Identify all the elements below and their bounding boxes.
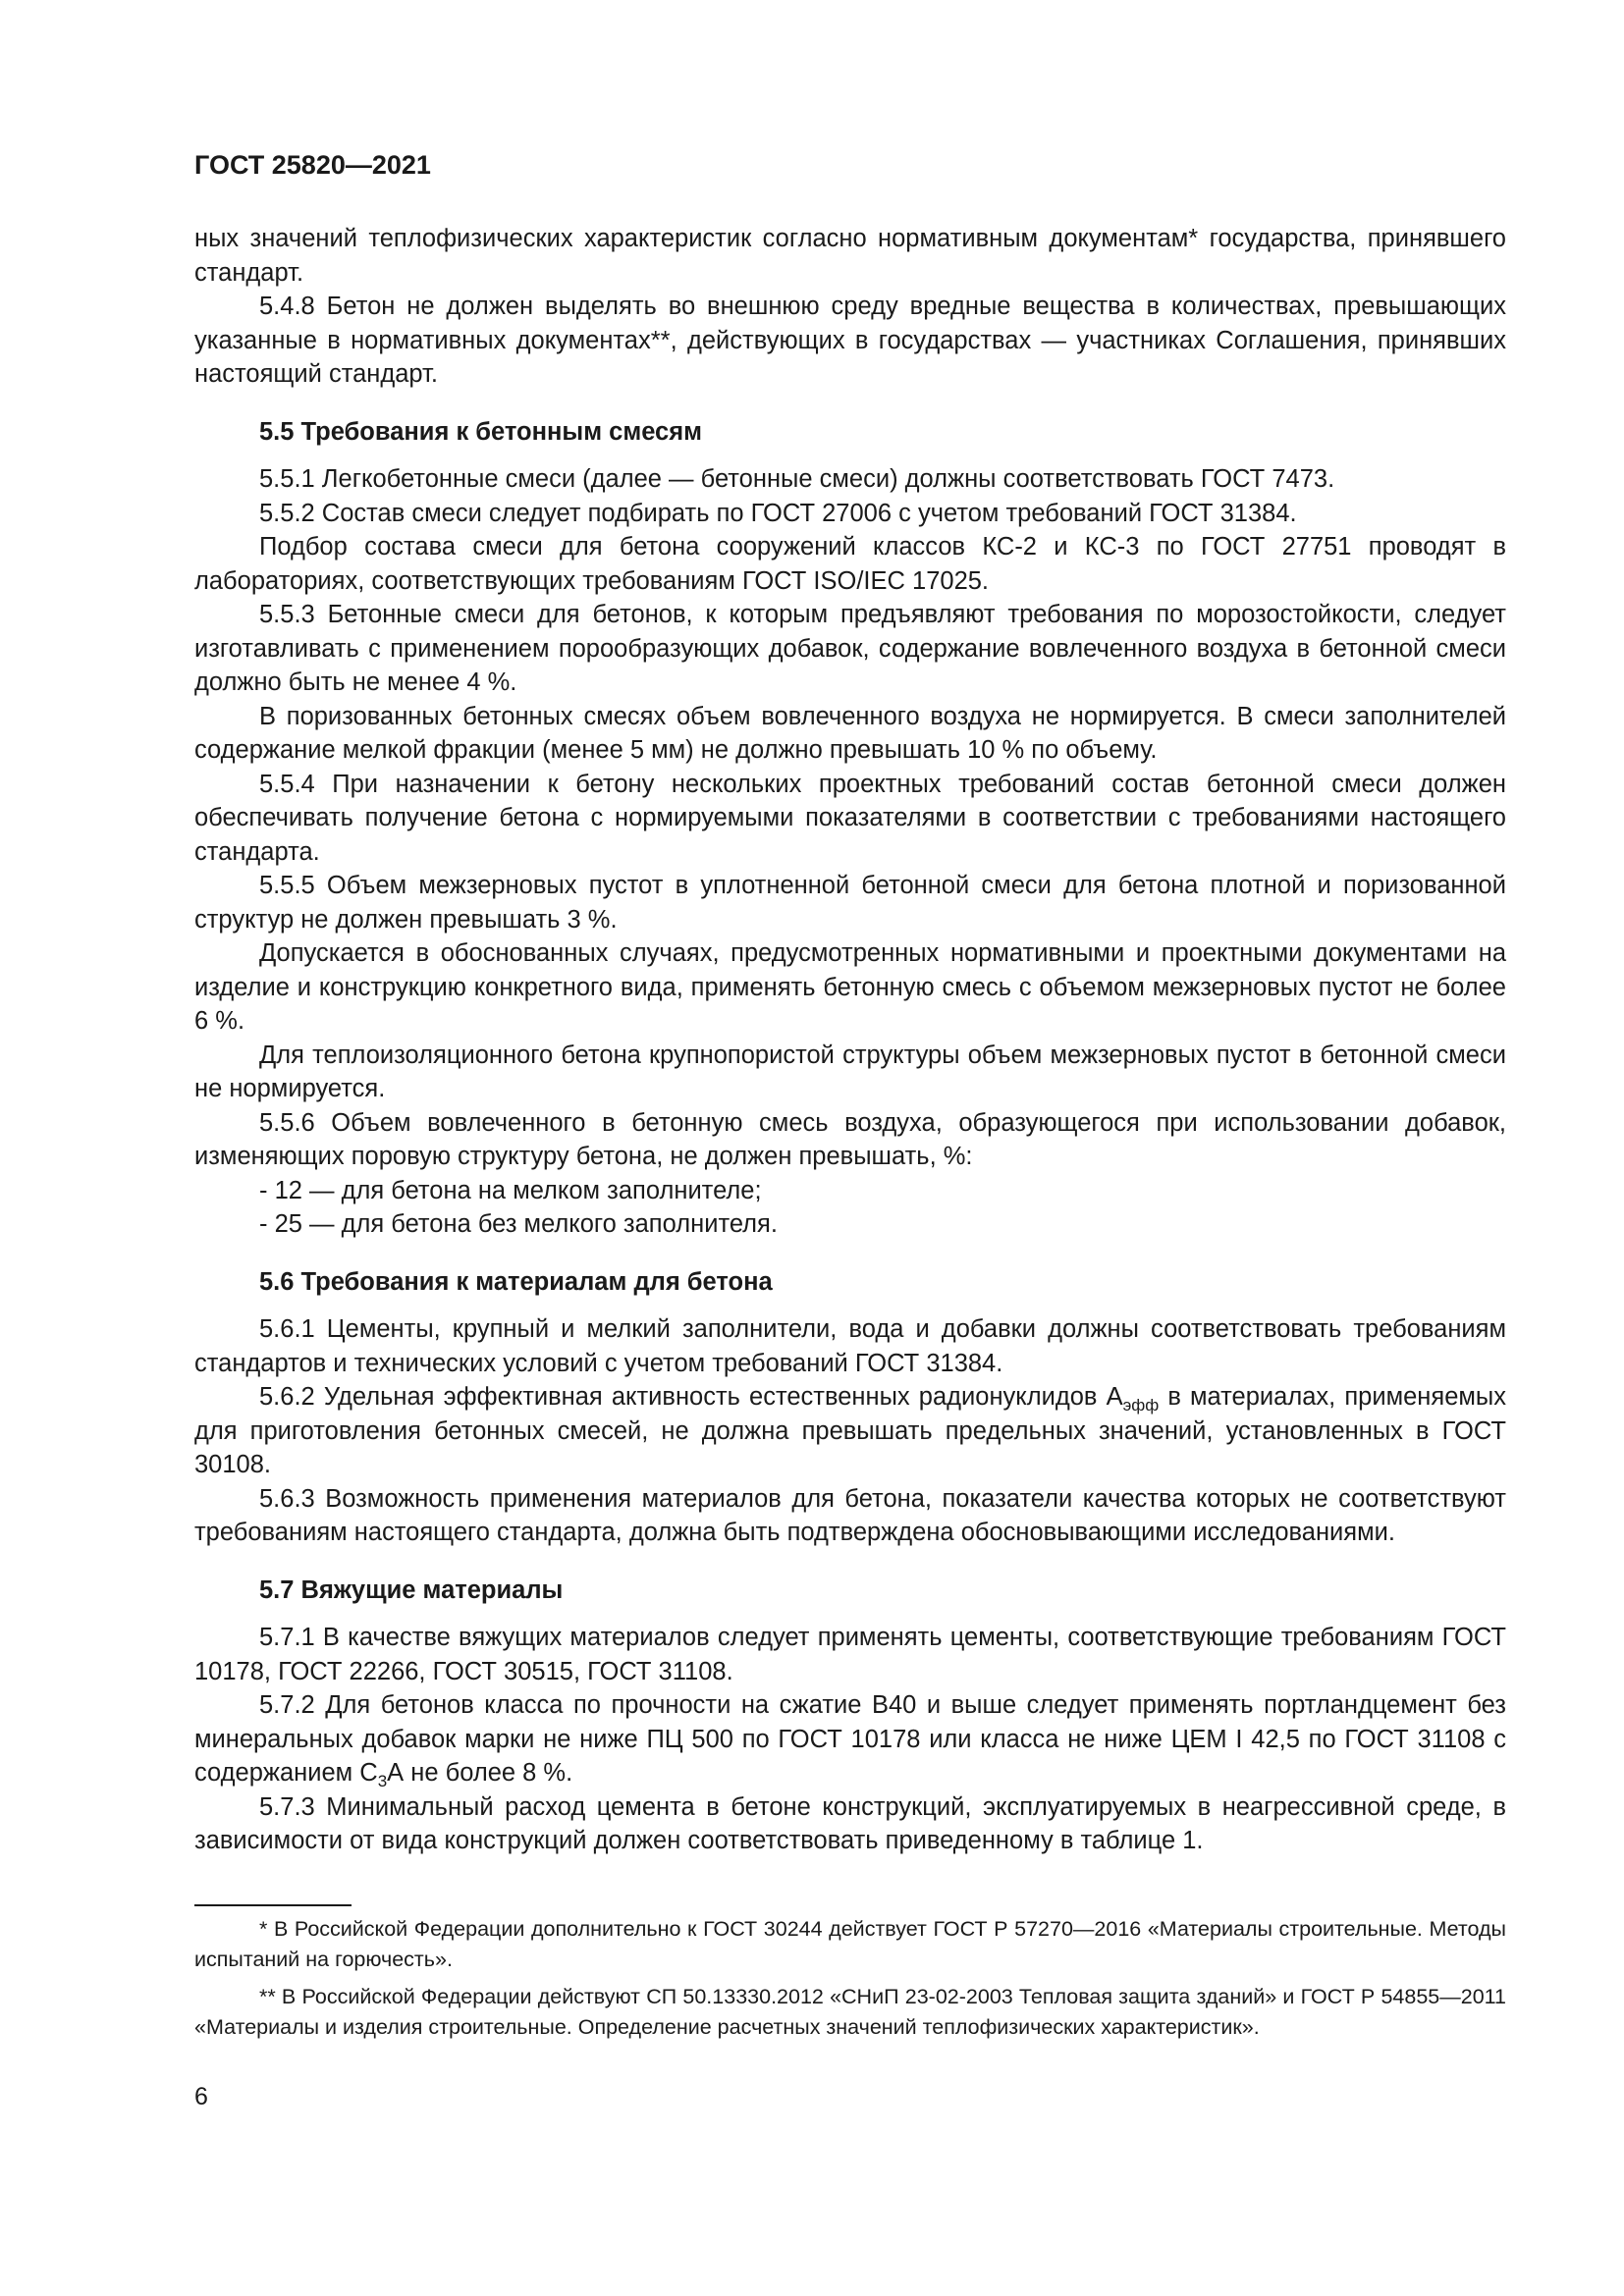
section-5-6-heading-wrap: [194, 1265, 1506, 1300]
document-body: [194, 222, 1506, 1858]
list-item: - 12 — для бетона на мелком заполнителе;: [259, 1176, 762, 1204]
paragraph-5-5-5: 5.5.5 Объем межзерновых пустот в уплотненной бетонной смеси для бетона плотной и поризованной структур не должен превышать 3 %.: [194, 872, 1506, 934]
footnote-separator: [194, 1904, 352, 1906]
section-5-7-heading: 5.7 Вяжущие материалы: [259, 1575, 564, 1604]
footnotes: [194, 1914, 1506, 2042]
paragraph-5-7-2: [194, 1688, 1506, 1790]
paragraph-5-6-2: [194, 1380, 1506, 1482]
page-number: 6: [194, 2083, 208, 2110]
paragraph-5-7-2-text-b: А не более 8 %.: [387, 1759, 573, 1787]
paragraph-5-5-6: 5.5.6 Объем вовлеченного в бетонную смесь воздуха, образующегося при использовании добавок, изменяющих поровую структуру бетона, не должен превышать, %:: [194, 1108, 1506, 1170]
paragraph-5-7-1: 5.7.1 В качестве вяжущих материалов следует применять цементы, соответствующие требованиям ГОСТ 10178, ГОСТ 22266, ГОСТ 30515, ГОСТ 31108.: [194, 1624, 1506, 1685]
paragraph-5-5-5-c: Для теплоизоляционного бетона крупнопористой структуры объем межзерновых пустот в бетонной смеси не нормируется.: [194, 1041, 1506, 1102]
paragraph-5-6-2-text-a: 5.6.2 Удельная эффективная активность естественных радионуклидов А: [259, 1383, 1123, 1411]
footnote-1: * В Российской Федерации дополнительно к ГОСТ 30244 действует ГОСТ Р 57270—2016 «Материалы строительные. Методы испытаний на горючесть».: [194, 1917, 1506, 1971]
paragraph-5-6-2-text-b: в материалах, применяемых для приготовления бетонных смесей, не должна превышать предельных значений, установленных в ГОСТ 30108.: [194, 1383, 1506, 1478]
paragraph-5-5-1: 5.5.1 Легкобетонные смеси (далее — бетонные смеси) должны соответствовать ГОСТ 7473.: [259, 465, 1335, 493]
paragraph-5-7-3: 5.7.3 Минимальный расход цемента в бетоне конструкций, эксплуатируемых в неагрессивной среде, в зависимости от вида конструкций должен соответствовать приведенному в таблице 1.: [194, 1792, 1506, 1854]
section-5-7-heading-wrap: [194, 1574, 1506, 1608]
subscript-3: 3: [377, 1772, 388, 1790]
paragraph-5-6-3: 5.6.3 Возможность применения материалов для бетона, показатели качества которых не соответствуют требованиям настоящего стандарта, должна быть подтверждена обосновывающими исследованиями.: [194, 1484, 1506, 1546]
footnote-2: ** В Российской Федерации действуют СП 50.13330.2012 «СНиП 23-02-2003 Тепловая защита зданий» и ГОСТ Р 54855—2011 «Материалы и изделия строительные. Определение расчетных значений теплофизических характеристик».: [194, 1985, 1506, 2039]
paragraph-5-7-2-text-a: 5.7.2 Для бетонов класса по прочности на сжатие В40 и выше следует применять портландцемент без минеральных добавок марки не ниже ПЦ 500 по ГОСТ 10178 или класса не ниже ЦЕМ I 42,5 по ГОСТ 31108 с содержанием С: [194, 1691, 1506, 1787]
paragraph-continuation: ных значений теплофизических характеристик согласно нормативным документам* государства, принявшего стандарт.: [194, 225, 1506, 287]
paragraph-5-5-5-b: Допускается в обоснованных случаях, предусмотренных нормативными и проектными документами на изделие и конструкцию конкретного вида, применять бетонную смесь с объемом межзерновых пустот не более 6 %.: [194, 939, 1506, 1035]
paragraph-5-5-3: 5.5.3 Бетонные смеси для бетонов, к которым предъявляют требования по морозостойкости, следует изготавливать с применением порообразующих добавок, содержание вовлеченного воздуха в бетонной смеси должно быть не менее 4 %.: [194, 601, 1506, 696]
list-item: - 25 — для бетона без мелкого заполнителя.: [259, 1210, 778, 1238]
paragraph-5-6-1: 5.6.1 Цементы, крупный и мелкий заполнители, вода и добавки должны соответствовать требованиям стандартов и технических условий с учетом требований ГОСТ 31384.: [194, 1315, 1506, 1377]
section-5-5-heading: 5.5 Требования к бетонным смесям: [259, 417, 702, 446]
paragraph-5-5-4: 5.5.4 При назначении к бетону нескольких проектных требований состав бетонной смеси должен обеспечивать получение бетона с нормируемыми показателями в соответствии с требованиями настоящего стандарта.: [194, 770, 1506, 866]
subscript-eff: эфф: [1122, 1396, 1160, 1415]
paragraph-5-5-2-b: Подбор состава смеси для бетона сооружений классов КС-2 и КС-3 по ГОСТ 27751 проводят в лабораториях, соответствующих требованиям ГОСТ ISO/IEC 17025.: [194, 533, 1506, 595]
section-5-5-heading-wrap: [194, 415, 1506, 450]
page-header-title: ГОСТ 25820—2021: [194, 150, 431, 180]
paragraph-5-5-2: 5.5.2 Состав смеси следует подбирать по ГОСТ 27006 с учетом требований ГОСТ 31384.: [259, 499, 1297, 527]
paragraph-5-4-8: 5.4.8 Бетон не должен выделять во внешнюю среду вредные вещества в количествах, превышающих указанные в нормативных документах**, действующих в государствах — участниках Соглашения, принявших настоящий стандарт.: [194, 293, 1506, 388]
section-5-6-heading: 5.6 Требования к материалам для бетона: [259, 1267, 773, 1296]
paragraph-5-5-3-b: В поризованных бетонных смесях объем вовлеченного воздуха не нормируется. В смеси заполнителей содержание мелкой фракции (менее 5 мм) не должно превышать 10 % по объему.: [194, 702, 1506, 764]
